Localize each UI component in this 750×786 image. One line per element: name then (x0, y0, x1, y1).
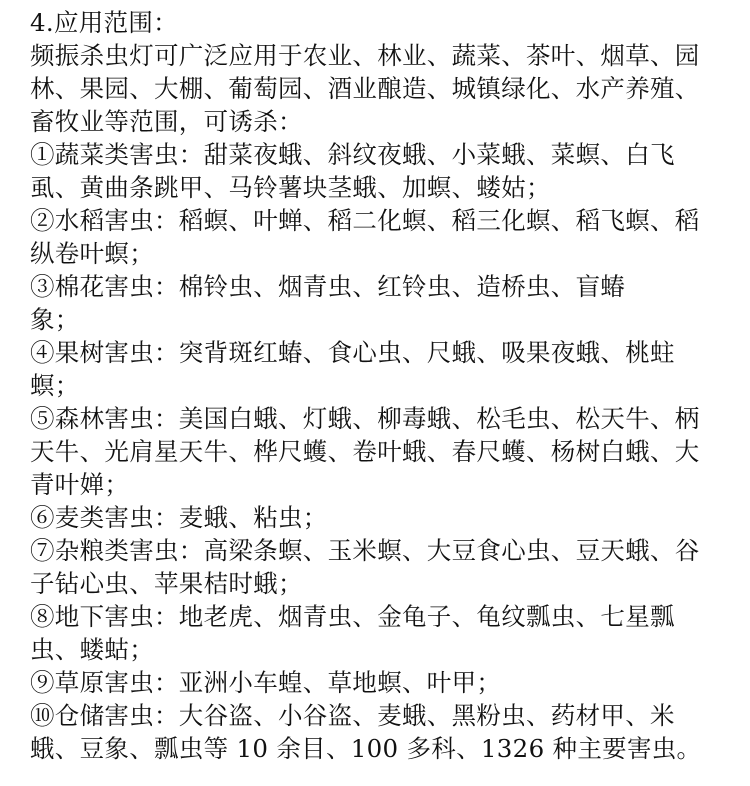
storage-pests-line-2: 蛾、豆象、瓢虫等 10 余目、100 多科、1326 种主要害虫。 (30, 734, 702, 763)
underground-pests-line-1: ⑧地下害虫：地老虎、烟青虫、金龟子、龟纹瓢虫、七星瓢 (30, 602, 675, 631)
underground-pests-line-2: 虫、蝼蛄； (30, 635, 154, 664)
forest-pests-line-3: 青叶婵； (30, 470, 130, 499)
grassland-pests-line: ⑨草原害虫：亚洲小车蝗、草地螟、叶甲； (30, 668, 502, 697)
section-heading: 4.应用范围： (30, 8, 178, 37)
vegetable-pests-line-1: ①蔬菜类害虫：甜菜夜蛾、斜纹夜蛾、小菜蛾、菜螟、白飞 (30, 140, 675, 169)
cotton-pests-line-1: ③棉花害虫：棉铃虫、烟青虫、红铃虫、造桥虫、盲蝽 (30, 272, 626, 301)
intro-line-1: 频振杀虫灯可广泛应用于农业、林业、蔬菜、茶叶、烟草、园 (30, 41, 700, 70)
intro-line-3: 畜牧业等范围，可诱杀： (30, 107, 303, 136)
forest-pests-line-1: ⑤森林害虫：美国白蛾、灯蛾、柳毒蛾、松毛虫、松天牛、柄 (30, 404, 700, 433)
rice-pests-line-2: 纵卷叶螟； (30, 239, 154, 268)
grain-pests-line-2: 子钻心虫、苹果桔时蛾； (30, 569, 303, 598)
intro-line-2: 林、果园、大棚、葡萄园、酒业酿造、城镇绿化、水产养殖、 (30, 74, 700, 103)
cotton-pests-line-2: 象； (30, 305, 80, 334)
rice-pests-line-1: ②水稻害虫：稻螟、叶蝉、稻二化螟、稻三化螟、稻飞螟、稻 (30, 206, 700, 235)
forest-pests-line-2: 天牛、光肩星天牛、桦尺蠖、卷叶蛾、春尺蠖、杨树白蛾、大 (30, 437, 700, 466)
storage-pests-line-1: ⑩仓储害虫：大谷盗、小谷盗、麦蛾、黑粉虫、药材甲、米 (30, 701, 675, 730)
fruit-tree-pests-line-1: ④果树害虫：突背斑红蝽、食心虫、尺蛾、吸果夜蛾、桃蛀 (30, 338, 675, 367)
vegetable-pests-line-2: 虱、黄曲条跳甲、马铃薯块茎蛾、加螟、蝼姑； (30, 173, 551, 202)
grain-pests-line-1: ⑦杂粮类害虫：高梁条螟、玉米螟、大豆食心虫、豆天蛾、谷 (30, 536, 700, 565)
fruit-tree-pests-line-2: 螟； (30, 371, 80, 400)
wheat-pests-line: ⑥麦类害虫：麦蛾、粘虫； (30, 503, 328, 532)
